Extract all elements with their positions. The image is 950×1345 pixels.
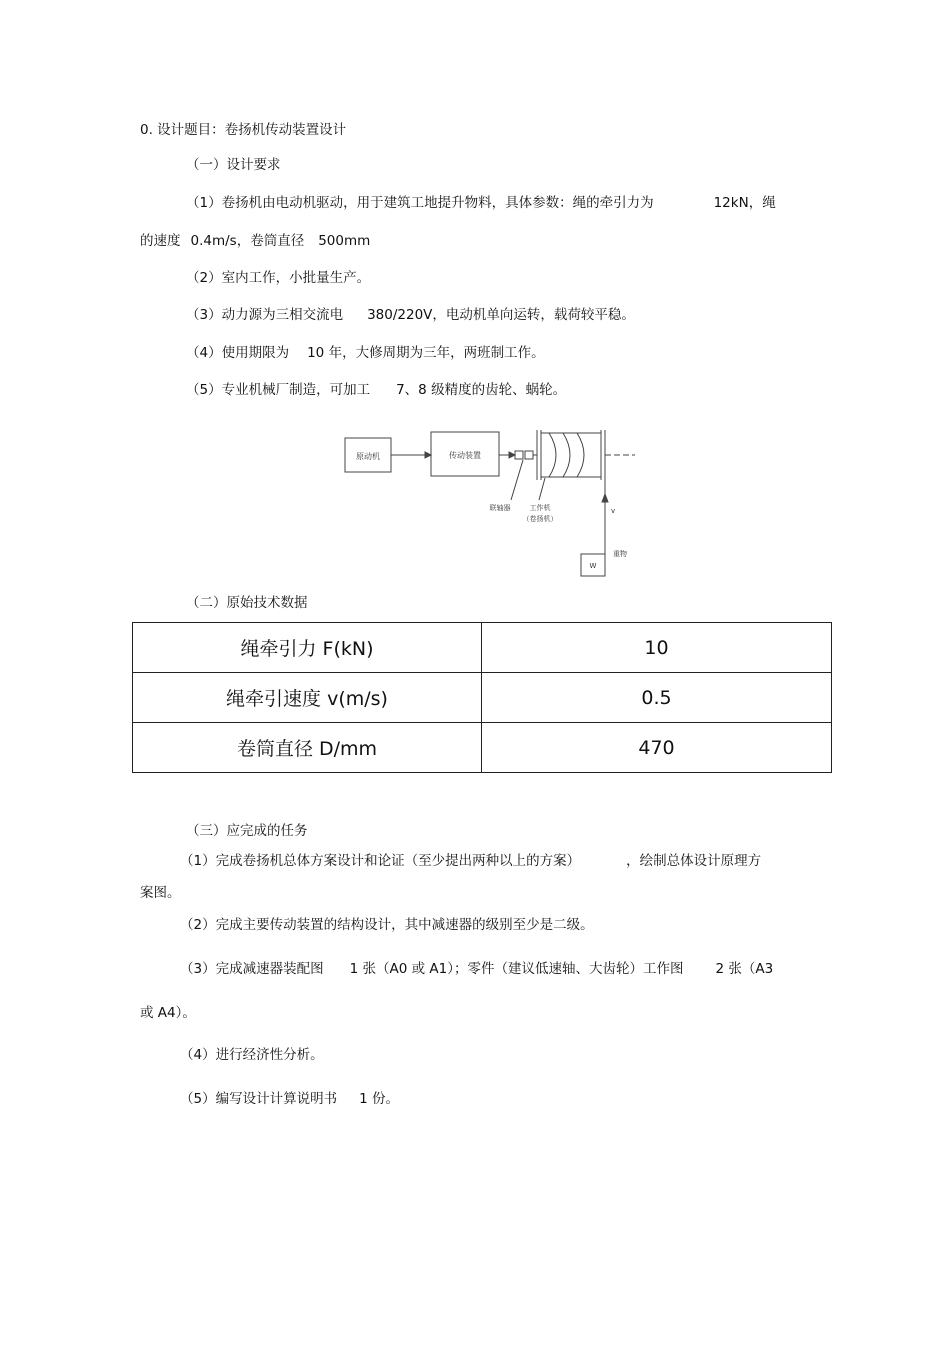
- table-cell-label: 卷筒直径 D/mm: [133, 723, 482, 773]
- task-3-line1: [180, 960, 773, 978]
- task-5-text: （5）编写设计计算说明书: [180, 1091, 338, 1107]
- weight-label: 重物: [613, 550, 627, 558]
- rope-speed-label: 的速度: [140, 233, 181, 249]
- technical-data-table: [132, 622, 832, 773]
- requirement-5: [186, 381, 566, 399]
- table-cell-value: 10: [482, 623, 832, 673]
- requirement-3-text: （3）动力源为三相交流电: [186, 307, 344, 323]
- task-3-drawings: 1 张（A0 或 A1）；零件（建议低速轴、大齿轮）工作图: [349, 961, 684, 977]
- rope-force-value: 12kN，绳: [713, 195, 776, 211]
- table-row: [133, 673, 832, 723]
- task-1-text: （1）完成卷扬机总体方案设计和论证（至少提出两种以上的方案）: [180, 853, 581, 869]
- requirement-3: [186, 306, 635, 324]
- requirement-2: （2）室内工作，小批量生产。: [186, 270, 371, 286]
- requirement-4: [186, 344, 545, 362]
- requirement-1-line2: [140, 232, 370, 250]
- section-heading-1: （一）设计要求: [186, 157, 281, 173]
- machine-label: 工作机: [529, 504, 551, 512]
- requirement-4-text: （4）使用期限为: [186, 345, 290, 361]
- table-cell-label: 绳牵引速度 v(m/s): [133, 673, 482, 723]
- table-row: [133, 623, 832, 673]
- velocity-label: v: [611, 507, 616, 515]
- task-5-count: 1 份。: [359, 1091, 399, 1107]
- section-heading-3: （三）应完成的任务: [186, 823, 308, 839]
- table-cell-label: 绳牵引力 F(kN): [133, 623, 482, 673]
- task-5: [180, 1090, 399, 1108]
- requirement-1-text: （1）卷扬机由电动机驱动，用于建筑工地提升物料，具体参数：绳的牵引力为: [186, 195, 654, 211]
- requirement-5-grade: 7、8 级精度的齿轮、蜗轮。: [396, 382, 567, 398]
- machine-sublabel: （卷扬机）: [522, 515, 558, 523]
- section-heading-2: （二）原始技术数据: [186, 595, 308, 611]
- task-1-line1: [180, 852, 761, 870]
- task-1-line2: 案图。: [140, 885, 181, 901]
- drum-diameter-value: 500mm: [318, 233, 371, 249]
- table-cell-value: 470: [482, 723, 832, 773]
- drum-symbol: [537, 430, 635, 480]
- requirement-3-voltage: 380/220V，电动机单向运转，载荷较平稳。: [367, 307, 635, 323]
- task-3-text: （3）完成减速器装配图: [180, 961, 324, 977]
- task-3-line2: 或 A4）。: [140, 1005, 196, 1021]
- table-cell-value: 0.5: [482, 673, 832, 723]
- transmission-label: 传动装置: [449, 451, 481, 460]
- task-4: （4）进行经济性分析。: [180, 1047, 324, 1063]
- requirement-1-line1: [186, 194, 776, 212]
- requirement-5-text: （5）专业机械厂制造，可加工: [186, 382, 371, 398]
- rope-speed-value: 0.4m/s，卷筒直径: [190, 233, 305, 249]
- coupling-label: 联轴器: [489, 504, 511, 512]
- page-title: 0. 设计题目：卷扬机传动装置设计: [140, 122, 347, 138]
- task-2: （2）完成主要传动装置的结构设计，其中减速器的级别至少是二级。: [180, 917, 594, 933]
- weight-box-label: W: [589, 562, 597, 570]
- table-row: [133, 723, 832, 773]
- motor-label: 原动机: [356, 452, 380, 461]
- winch-schematic-diagram: [335, 420, 645, 585]
- task-3-sheets: 2 张（A3: [715, 961, 774, 977]
- requirement-4-years: 10 年，大修周期为三年，两班制工作。: [307, 345, 545, 361]
- coupling-symbol: [515, 451, 537, 459]
- task-1-continuation: ，绘制总体设计原理方: [626, 853, 762, 869]
